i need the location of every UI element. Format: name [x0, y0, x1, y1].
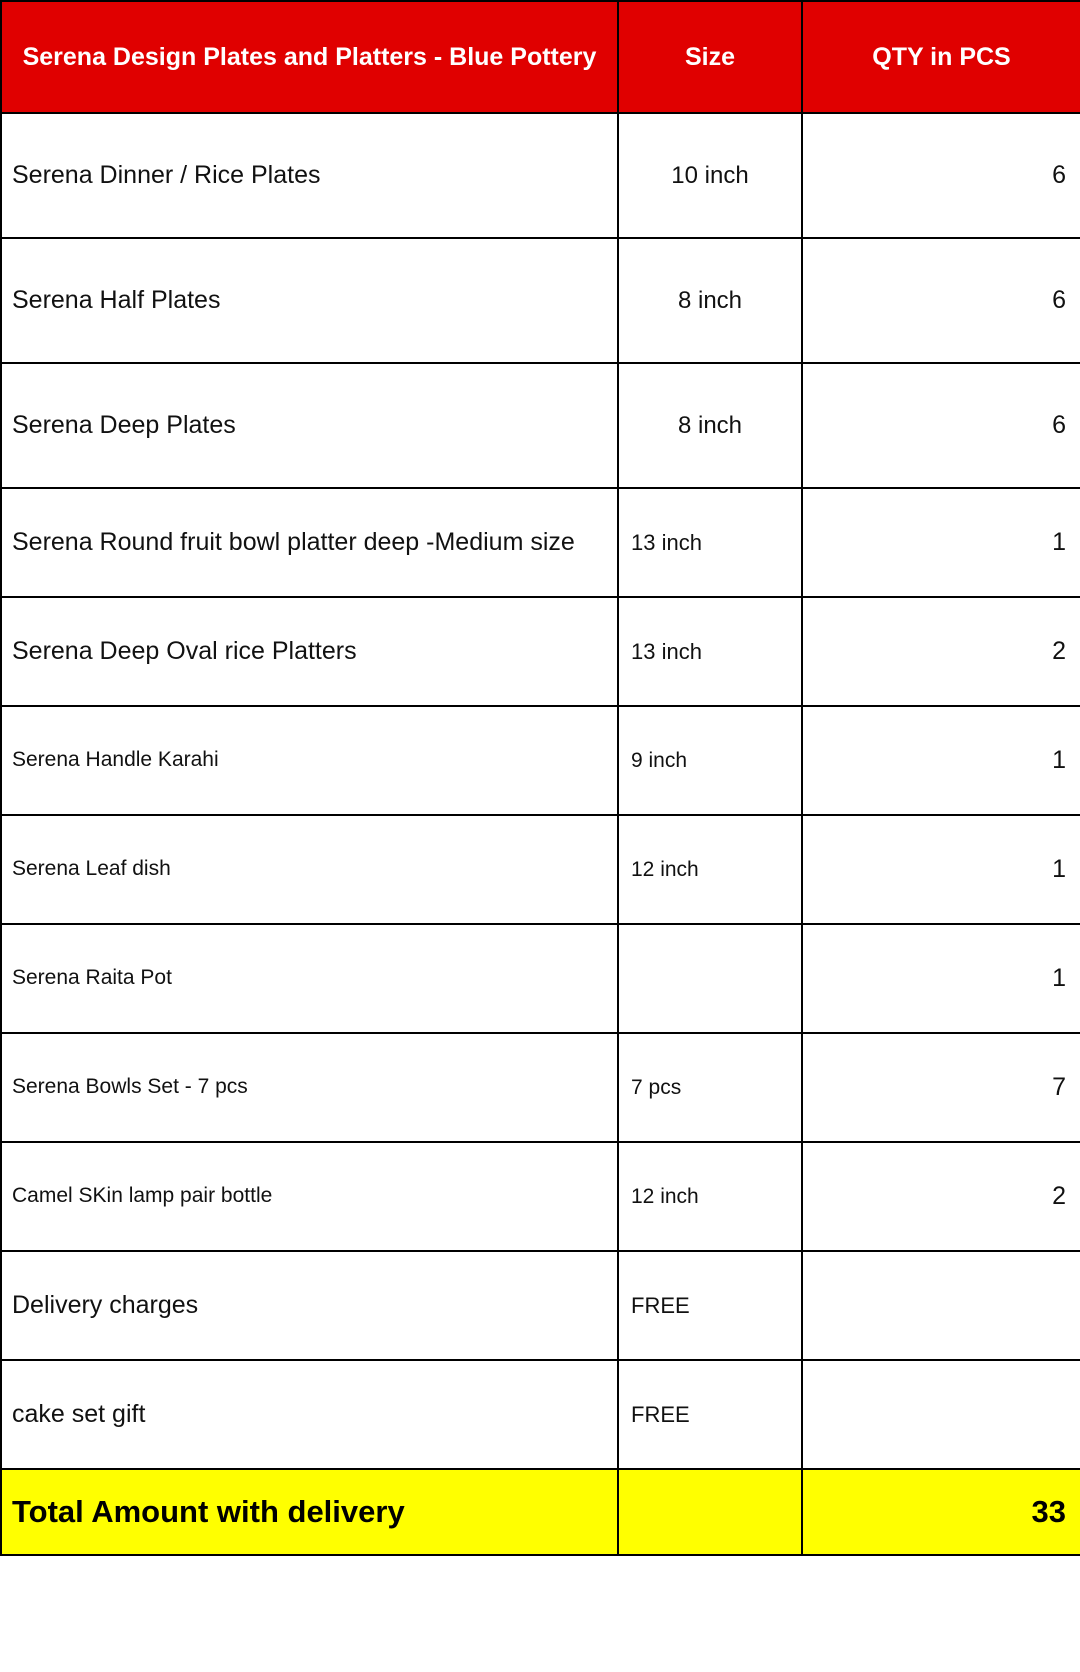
cell-size[interactable]: 9 inch [618, 706, 802, 815]
cell-qty[interactable]: 1 [802, 706, 1080, 815]
column-header-size[interactable]: Size [618, 1, 802, 113]
cell-total-size[interactable] [618, 1469, 802, 1555]
cell-qty[interactable]: 2 [802, 1142, 1080, 1251]
table-body [1, 113, 1080, 1555]
cell-size[interactable]: FREE [618, 1360, 802, 1469]
cell-size[interactable]: 13 inch [618, 597, 802, 706]
table-row[interactable] [1, 815, 1080, 924]
cell-qty[interactable]: 6 [802, 363, 1080, 488]
cell-size[interactable]: 13 inch [618, 488, 802, 597]
cell-product-name[interactable]: Serena Bowls Set - 7 pcs [1, 1033, 618, 1142]
cell-product-name[interactable]: Camel SKin lamp pair bottle [1, 1142, 618, 1251]
table-row[interactable] [1, 924, 1080, 1033]
cell-size[interactable]: 12 inch [618, 815, 802, 924]
column-header-product[interactable]: Serena Design Plates and Platters - Blue Pottery [1, 1, 618, 113]
table-row[interactable] [1, 238, 1080, 363]
cell-product-name[interactable]: Serena Round fruit bowl platter deep -Medium size [1, 488, 618, 597]
cell-qty[interactable]: 7 [802, 1033, 1080, 1142]
cell-size[interactable]: FREE [618, 1251, 802, 1360]
cell-qty[interactable]: 6 [802, 113, 1080, 238]
cell-product-name[interactable]: Serena Handle Karahi [1, 706, 618, 815]
cell-qty[interactable]: 1 [802, 488, 1080, 597]
cell-product-name[interactable]: cake set gift [1, 1360, 618, 1469]
cell-size[interactable]: 10 inch [618, 113, 802, 238]
cell-size[interactable]: 8 inch [618, 363, 802, 488]
table-row[interactable] [1, 488, 1080, 597]
cell-qty[interactable] [802, 1360, 1080, 1469]
cell-product-name[interactable]: Serena Deep Oval rice Platters [1, 597, 618, 706]
cell-product-name[interactable]: Serena Raita Pot [1, 924, 618, 1033]
cell-size[interactable]: 12 inch [618, 1142, 802, 1251]
table-row[interactable] [1, 1251, 1080, 1360]
cell-size[interactable] [618, 924, 802, 1033]
cell-product-name[interactable]: Serena Leaf dish [1, 815, 618, 924]
header-row [1, 1, 1080, 113]
table-row[interactable] [1, 1360, 1080, 1469]
cell-size[interactable]: 8 inch [618, 238, 802, 363]
cell-total-qty[interactable]: 33 [802, 1469, 1080, 1555]
table-row[interactable] [1, 113, 1080, 238]
cell-product-name[interactable]: Delivery charges [1, 1251, 618, 1360]
column-header-qty[interactable]: QTY in PCS [802, 1, 1080, 113]
table-row[interactable] [1, 363, 1080, 488]
cell-qty[interactable]: 1 [802, 815, 1080, 924]
table-row[interactable] [1, 1033, 1080, 1142]
table-header [1, 1, 1080, 113]
cell-qty[interactable] [802, 1251, 1080, 1360]
cell-total-label[interactable]: Total Amount with delivery [1, 1469, 618, 1555]
table-row[interactable] [1, 1142, 1080, 1251]
cell-size[interactable]: 7 pcs [618, 1033, 802, 1142]
table-row[interactable] [1, 597, 1080, 706]
cell-product-name[interactable]: Serena Dinner / Rice Plates [1, 113, 618, 238]
table-row[interactable] [1, 706, 1080, 815]
cell-product-name[interactable]: Serena Deep Plates [1, 363, 618, 488]
total-row[interactable] [1, 1469, 1080, 1555]
cell-qty[interactable]: 2 [802, 597, 1080, 706]
cell-product-name[interactable]: Serena Half Plates [1, 238, 618, 363]
cell-qty[interactable]: 6 [802, 238, 1080, 363]
cell-qty[interactable]: 1 [802, 924, 1080, 1033]
